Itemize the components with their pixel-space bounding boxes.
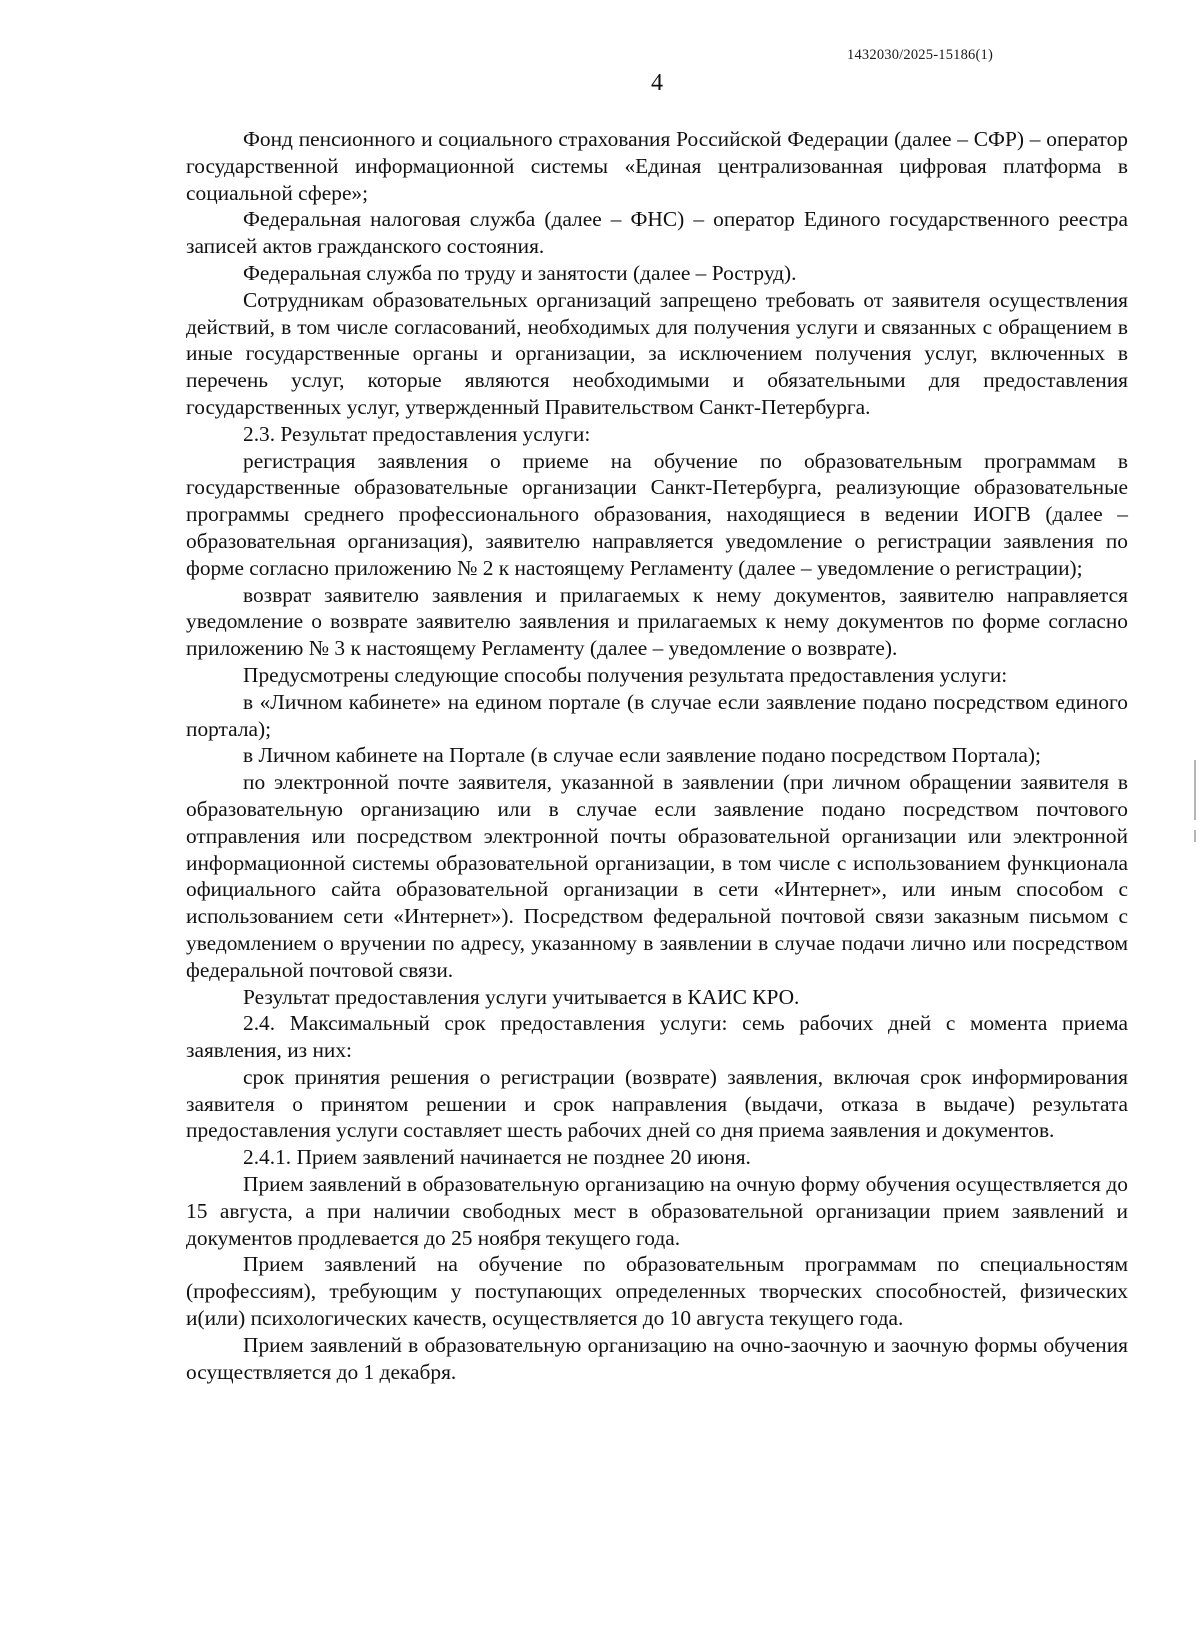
section-2-4-1-heading: 2.4.1. Прием заявлений начинается не позднее 20 июня. (243, 1145, 751, 1170)
scan-edge-mark (1194, 760, 1196, 820)
scan-edge-mark (1194, 830, 1196, 842)
section-2-4-heading: 2.4. Максимальный срок предоставления услуги: семь рабочих дней с момента приема заявления, из них: (186, 1011, 1128, 1063)
paragraph-sfr: Фонд пенсионного и социального страхования Российской Федерации (далее – СФР) – оператор государственной информационной системы «Единая централизованная цифровая платформа в социальной сфере»; (186, 127, 1128, 205)
paragraph-decision-term: срок принятия решения о регистрации (возврате) заявления, включая срок информирования заявителя о принятом решении и срок направления (выдачи, отказа в выдаче) результата предоставления услуги составляет шесть рабочих дней со дня приема заявления и документов. (186, 1064, 1128, 1143)
paragraph-method-portal: в Личном кабинете на Портале (в случае если заявление подано посредством Портала); (243, 743, 1041, 768)
paragraph-return: возврат заявителю заявления и прилагаемых к нему документов, заявителю направляется уведомление о возврате заявителю заявления и прилагаемых к нему документов по форме согласно приложению № 3 к настоящему Регламенту (далее – уведомление о возврате). (186, 582, 1128, 661)
paragraph-full-time-deadline: Прием заявлений в образовательную организацию на очную форму обучения осуществляется до 15 августа, а при наличии свободных мест в образовательной организации прием заявлений и документов продлевается до 25 ноября текущего года. (186, 1172, 1128, 1250)
document-id: 1432030/2025-15186(1) (847, 47, 993, 63)
paragraph-part-time-deadline: Прием заявлений в образовательную организацию на очно-заочную и заочную формы обучения осуществляется до 1 декабря. (186, 1332, 1128, 1384)
paragraph-method-email: по электронной почте заявителя, указанной в заявлении (при личном обращении заявителя в образовательную организацию или в случае если заявление подано посредством почтового отправления или посредством электронной почты образовательной организации или электронной информационной системы образовательной организации, в том числе с использованием функционала официального сайта образовательной организации в сети «Интернет», или иным способом с использованием сети «Интернет»). Посредством федеральной почтовой связи заказным письмом с уведомлением о вручении по адресу, указанному в заявлении в случае подачи лично или посредством федеральной почтовой связи. (186, 770, 1128, 982)
document-body (186, 126, 1128, 1385)
paragraph-result-methods: Предусмотрены следующие способы получения результата предоставления услуги: (243, 662, 1008, 687)
paragraph-registration: регистрация заявления о приеме на обучение по образовательным программам в государственные образовательные организации Санкт-Петербурга, реализующие образовательные программы среднего профессионального образования, находящиеся в ведении ИОГВ (далее – образовательная организация), заявителю направляется уведомление о регистрации заявления по форме согласно приложению № 2 к настоящему Регламенту (далее – уведомление о регистрации); (186, 448, 1128, 580)
page-number: 4 (651, 70, 663, 96)
paragraph-creative-deadline: Прием заявлений на обучение по образовательным программам по специальностям (профессиям), требующим у поступающих определенных творческих способностей, физических и(или) психологических качеств, осуществляется до 10 августа текущего года. (186, 1252, 1128, 1331)
section-2-3-heading: 2.3. Результат предоставления услуги: (243, 421, 591, 446)
paragraph-kais-kro: Результат предоставления услуги учитывается в КАИС КРО. (243, 984, 800, 1009)
paragraph-method-unified-portal: в «Личном кабинете» на едином портале (в случае если заявление подано посредством единого портала); (186, 689, 1128, 741)
paragraph-fns: Федеральная налоговая служба (далее – ФНС) – оператор Единого государственного реестра записей актов гражданского состояния. (186, 207, 1128, 259)
paragraph-prohibition: Сотрудникам образовательных организаций запрещено требовать от заявителя осуществления действий, в том числе согласований, необходимых для получения услуги и связанных с обращением в иные государственные органы и организации, за исключением получения услуг, включенных в перечень услуг, которые являются необходимыми и обязательными для предоставления государственных услуг, утвержденный Правительством Санкт-Петербурга. (186, 287, 1128, 419)
paragraph-rostrud: Федеральная служба по труду и занятости (далее – Роструд). (243, 260, 797, 285)
